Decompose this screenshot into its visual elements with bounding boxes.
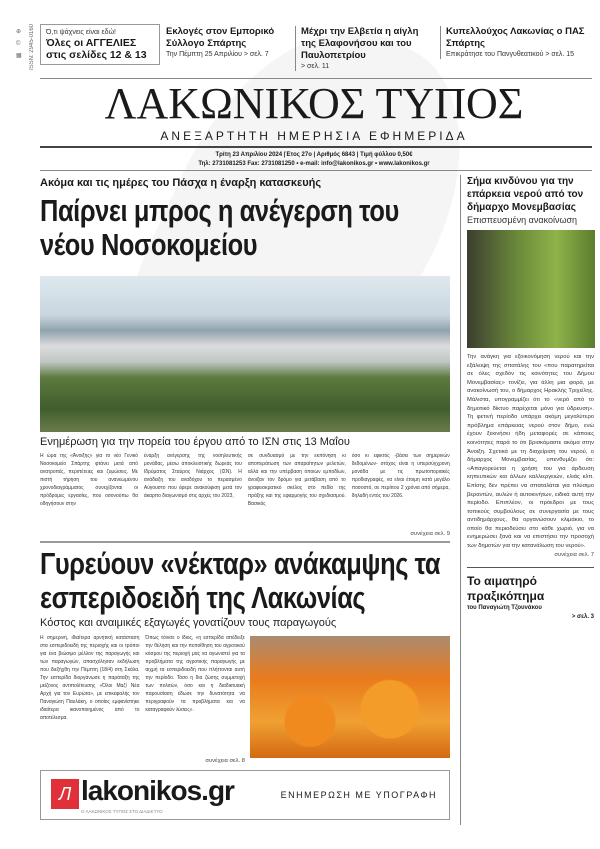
- website-banner[interactable]: [40, 770, 450, 820]
- story1-col: όσο κι εφικτός -βάσει των σημερινών δεδομένων- στόχος είναι η υπερσύγχρονη μονάδα με τις πρωτοποριακές προδιαγραφές, να είναι έτοιμη κατά μεγάλο ποσοστό, σε περίπου 2 χρόνια από σήμερα, δηλαδή εντός του 2026.: [351, 453, 450, 499]
- story1-col: σε συνδυασμό με την εκπόνηση κι αποπεράτωση των απαραίτητων μελετών, αλλά και την υπέρβαση όποιων εμποδίων, άνοιξαν τον δρόμο για μετάβαση από το γραφειοκρατικό σκέλος στο πεδίο της πράξης και της εφαρμογής του σχεδιασμού. Βασικός: [247, 453, 346, 507]
- masthead-motto: ΑΝΕΞΑΡΤΗΤΗ ΗΜΕΡΗΣΙΑ ΕΦΗΜΕΡΙΔΑ: [160, 129, 468, 143]
- sidebar-subhead: Επισπευσμένη ανακοίνωση: [467, 215, 578, 225]
- story2-headline[interactable]: Γυρεύουν «νέκταρ» ανάκαμψης τα εσπεριδοειδή της Λακωνίας: [40, 546, 441, 615]
- logo-icon: Л: [51, 779, 79, 809]
- sidebar-body: Την ανάγκη για εξοικονόμηση νερού και την εξάλειψη της σπατάλης του «που παρατηρείται σε όλες σχεδόν τις κοινότητες του Δήμου Μονεμβασίας» τονίζει, για άλλη μια φορά, με ανακοίνωσή του, ο δήμαρχος Ηρακλής Τριχείλης. Μάλιστα, υπογραμμίζει ότι το «νερό από το δημοτικό δίκτυο παρέχεται μόνο για ύδρευση». Τη φετινή περίοδο υπάρχει ακόμη μεγαλύτερο πρόβλημα επάρκειας νερού στον δήμο, ενώ έχουν ξεκινήσει ήδη μεταφορές σε κάποιες κοινότητες παρά το ότι βρισκόμαστε ακόμα στην Άνοιξη. Σχετικά με τη διαχείριση του νερού, ο δήμαρχος Μονεμβασίας, υπενθυμίζει ότι: «Απαγορεύεται η χρήση του για άρδευση κηπευτικών και άλλων καλλιεργειών, ελιάς κλπ. Επίσης δεν πρέπει να σπαταλάται για πλύσιμο βεραντών, αυλών ή αυτοκινήτων, ειδικά αυτή την περίοδο. Επιπλέον, οι πρόεδροι με τους τοπικούς συμβούλους σε συνεργασία με τους αντιδημάρχους, θα οργανώσουν κλιμάκιο, το οποίο θα περιοδεύσει στο κάθε χωριό, για να ενημερώσει ξανά και να επιστήσει την προσοχή των δημοτών για την κατανάλωση του νερού».: [467, 354, 594, 550]
- teaser-title: Εκλογές στον Εμπορικό Σύλλογο Σπάρτης: [166, 26, 275, 49]
- divider: [40, 170, 592, 171]
- story2-subhead: Κόστος και αναιμικές εξαγωγές γονατίζουν τους παραγωγούς: [40, 617, 337, 629]
- ad-small: Ό,τι ψάχνεις είναι εδώ!: [46, 29, 116, 36]
- divider: [467, 567, 594, 568]
- divider: [40, 146, 592, 148]
- teaser-1[interactable]: [166, 26, 290, 59]
- teaser-title: Μέχρι την Ελβετία η αίγλη της Ελαφονήσου και του Παυλοπετρίου: [301, 26, 419, 61]
- story1-continued[interactable]: συνέχεια σελ. 9: [410, 531, 450, 537]
- story1-subhead: Ενημέρωση για την πορεία του έργου από το ΙΣΝ στις 13 Μαΐου: [40, 436, 350, 448]
- ad-big: Όλες οι ΑΓΓΕΛΙΕΣ στις σελίδες 12 & 13: [46, 37, 147, 61]
- story1-kicker: Ακόμα και τις ημέρες του Πάσχα η έναρξη κατασκευής: [40, 177, 322, 189]
- logo-sub: Ο ΛΑΚΩΝΙΚΟΣ ΤΥΠΟΣ ΣΤΟ ΔΙΑΔΙΚΤΥΟ: [81, 809, 163, 814]
- sidebar-headline[interactable]: Σήμα κινδύνου για την επάρκεια νερού από τον δήμαρχο Μονεμβασίας: [467, 176, 584, 213]
- hospital-rendering-image: [40, 276, 450, 432]
- opinion-author: του Παναγιώτη Τζουνάκου: [467, 604, 542, 611]
- story1-col: έναρξη ανέγερσης της νοσηλευτικής μονάδας, μέσω αποκλειστικής δωρεάς του Ιδρύματος Σταύρος Νιάρχος (ΙΣΝ). Η ανάδειξη του αναδόχου το περασμένο Αύγουστο που έφερε ανακούφιση μετά τον άκαρπο διαγωνισμό στις αρχές του 2023,: [143, 453, 242, 499]
- teaser-sub: Επικράτησε του Πανγυθεατικού > σελ. 15: [446, 51, 574, 58]
- masthead-title: ΛΑΚΩΝΙΚΟΣ ΤΥΠΟΣ: [104, 79, 524, 128]
- logo-text: lakonikos.gr: [81, 775, 234, 806]
- oranges-image: [250, 636, 450, 758]
- opinion-title[interactable]: Το αιματηρό πραξικόπημα: [467, 573, 545, 603]
- classifieds-box[interactable]: [40, 24, 160, 65]
- divider: [40, 541, 450, 543]
- water-tap-image: [467, 230, 595, 348]
- story2-col: Όπως τόνισε ο ίδιος, «η εσπερίδα απέδειξε την θέληση και την πεποίθηση του αγροτικού κόσμου της περιοχή μας να αγωνιστεί για τα προβλήματα της αγροτικής παραγωγής με αιχμή τα εσπεριδοειδή που πλήττονται αυτή την περίοδο. Τόσο η δια ζώσης συμμετοχή των πολιτών, όσο και η διαδικτυακή παρουσίαση έδωσε την δυνατότητα να περιγραφούν τα προβλήματα και να καταγραφούν λύσεις».: [145, 635, 245, 713]
- contact-info: Τηλ: 2731081253 Fax: 2731081250 • e-mail: info@lakonikos.gr • www.lakonikos.gr: [198, 161, 430, 167]
- issn: ISSN: 2945-0160: [29, 24, 35, 71]
- issue-info: Τρίτη 23 Απριλίου 2024 |Έτος 27ο | Αριθμός 6843 | Τιμή φύλλου 0,50€: [215, 152, 413, 158]
- teaser-2[interactable]: [295, 26, 435, 71]
- story2-continued[interactable]: συνέχεια σελ. 8: [205, 758, 245, 764]
- story1-headline[interactable]: Παίρνει μπρος η ανέγερση του νέου Νοσοκομείου: [40, 193, 399, 262]
- teaser-sub: Την Πέμπτη 25 Απριλίου > σελ. 7: [166, 51, 269, 58]
- story1-col: Η ώρα της «Άνοιξης» για το νέο Γενικό Νοσοκομείο Σπάρτης φτάνει μετά από ανατροπές, περιπέτειες και ζυμώσεις. Με πιστή τήρηση του ανανεωμένου χρονοδιαγράμματος συνεχίζονται οι πρόδρομες εργασίες, που οσονούπω θα οδηγήσουν στην: [40, 453, 138, 507]
- teaser-sub: > σελ. 11: [301, 63, 330, 70]
- teaser-title: Κυπελλούχος Λακωνίας ο ΠΑΣ Σπάρτης: [446, 26, 585, 49]
- sidebar-continued[interactable]: συνέχεια σελ. 7: [554, 551, 594, 558]
- teaser-3[interactable]: [440, 26, 595, 59]
- opinion-page[interactable]: > σελ. 3: [571, 613, 594, 620]
- story2-col: Η σημερινή, ιδιαίτερα αρνητική κατάσταση στα εσπεριδοειδή της περιοχής και οι τρόποι για ένα βιώσιμο μέλλον της παραγωγής και των παραγωγών, απασχόλησαν εκδήλωση που διεξήχθη την Πέμπτη (18/4) στη Σκάλα. Την εσπερίδα διοργάνωσε η παράταξη της μείζονος αντιπολίτευσης «Όλοι Μαζί Νέα Αρχή για τον Ευρώτα», με επικεφαλής τον Παναγιώτη Παυλάκη, ο οποίος εμφανίστηκε ιδιαίτερα ικανοποιημένος από το αποτέλεσμα.: [40, 635, 140, 721]
- sidebar: [460, 175, 594, 825]
- slogan: ΕΝΗΜΕΡΩΣΗ ΜΕ ΥΠΟΓΡΑΦΗ: [280, 790, 437, 800]
- certification-icons: ⊕ © ▦: [16, 29, 22, 59]
